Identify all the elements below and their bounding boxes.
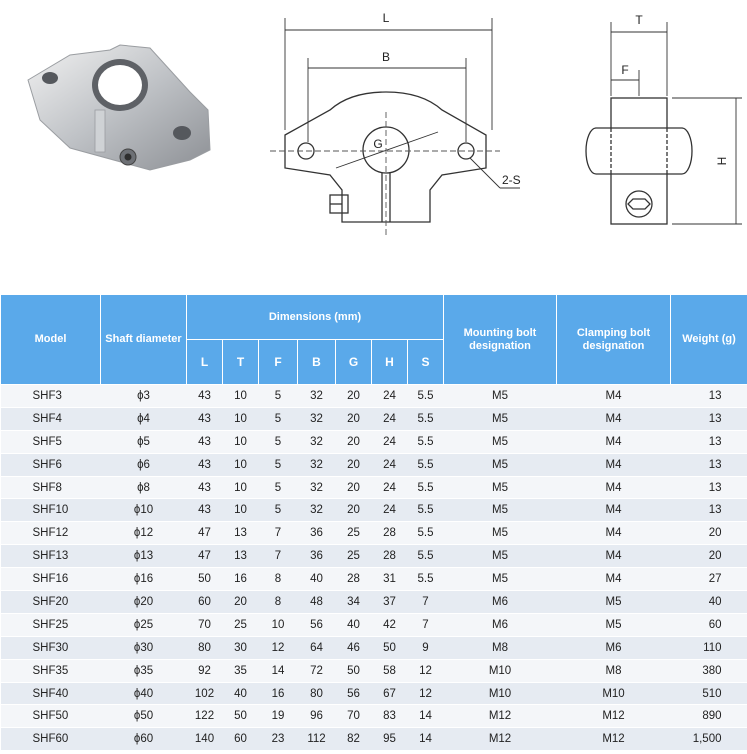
- weight-cell: 890: [671, 705, 747, 728]
- dim-S-cell: 5.5: [408, 453, 444, 476]
- mounting-bolt-cell: M10: [444, 659, 557, 682]
- table-body: [1, 385, 747, 751]
- mounting-bolt-cell: M5: [444, 522, 557, 545]
- weight-cell: 13: [671, 499, 747, 522]
- shaft-diameter-cell: ϕ30: [101, 636, 187, 659]
- dim-B-cell: 36: [298, 522, 336, 545]
- mounting-bolt-cell: M5: [444, 568, 557, 591]
- dim-B-cell: 64: [298, 636, 336, 659]
- mounting-bolt-cell: M6: [444, 591, 557, 614]
- dim-B-cell: 32: [298, 430, 336, 453]
- dim-F-cell: 5: [259, 499, 298, 522]
- table-row: [1, 659, 747, 682]
- dim-G-cell: 82: [336, 728, 372, 751]
- model-cell: SHF10: [1, 499, 101, 522]
- mounting-bolt-cell: M5: [444, 476, 557, 499]
- model-cell: SHF12: [1, 522, 101, 545]
- weight-cell: 110: [671, 636, 747, 659]
- clamping-bolt-cell: M4: [557, 545, 671, 568]
- dim-S-cell: 5.5: [408, 568, 444, 591]
- header-dim-H: H: [372, 340, 408, 385]
- mounting-bolt-cell: M5: [444, 453, 557, 476]
- dim-B-cell: 32: [298, 499, 336, 522]
- shaft-diameter-cell: ϕ60: [101, 728, 187, 751]
- mounting-bolt-cell: M6: [444, 613, 557, 636]
- header-dim-G: G: [336, 340, 372, 385]
- dim-B-cell: 40: [298, 568, 336, 591]
- dim-T-cell: 10: [223, 499, 259, 522]
- dim-F-cell: 14: [259, 659, 298, 682]
- shaft-diameter-cell: ϕ16: [101, 568, 187, 591]
- model-cell: SHF60: [1, 728, 101, 751]
- header-dim-S: S: [408, 340, 444, 385]
- dim-G-cell: 20: [336, 476, 372, 499]
- mounting-bolt-cell: M5: [444, 499, 557, 522]
- dim-T-cell: 35: [223, 659, 259, 682]
- model-cell: SHF35: [1, 659, 101, 682]
- dim-F-cell: 7: [259, 545, 298, 568]
- dim-label-B: B: [381, 50, 391, 64]
- dim-L-cell: 43: [187, 476, 223, 499]
- model-cell: SHF5: [1, 430, 101, 453]
- dim-F-cell: 12: [259, 636, 298, 659]
- dim-L-cell: 47: [187, 522, 223, 545]
- dim-S-cell: 5.5: [408, 499, 444, 522]
- clamping-bolt-cell: M4: [557, 430, 671, 453]
- shaft-diameter-cell: ϕ25: [101, 613, 187, 636]
- dim-B-cell: 32: [298, 385, 336, 408]
- dim-H-cell: 58: [372, 659, 408, 682]
- mounting-bolt-cell: M8: [444, 636, 557, 659]
- header-dim-F: F: [259, 340, 298, 385]
- dim-B-cell: 32: [298, 476, 336, 499]
- dim-G-cell: 56: [336, 682, 372, 705]
- table-row: [1, 636, 747, 659]
- shaft-diameter-cell: ϕ10: [101, 499, 187, 522]
- clamping-bolt-cell: M10: [557, 682, 671, 705]
- dim-T-cell: 16: [223, 568, 259, 591]
- shaft-diameter-cell: ϕ40: [101, 682, 187, 705]
- mounting-bolt-cell: M12: [444, 705, 557, 728]
- dim-L-cell: 80: [187, 636, 223, 659]
- clamping-bolt-cell: M4: [557, 385, 671, 408]
- model-cell: SHF4: [1, 407, 101, 430]
- dim-L-cell: 70: [187, 613, 223, 636]
- clamping-bolt-cell: M12: [557, 705, 671, 728]
- table-row: [1, 705, 747, 728]
- dim-label-H: H: [715, 156, 729, 166]
- dim-L-cell: 122: [187, 705, 223, 728]
- dim-G-cell: 20: [336, 407, 372, 430]
- clamping-bolt-cell: M4: [557, 499, 671, 522]
- dim-G-cell: 25: [336, 545, 372, 568]
- dim-L-cell: 60: [187, 591, 223, 614]
- clamping-bolt-cell: M4: [557, 453, 671, 476]
- clamping-bolt-cell: M4: [557, 522, 671, 545]
- dim-H-cell: 83: [372, 705, 408, 728]
- dim-B-cell: 56: [298, 613, 336, 636]
- dim-T-cell: 10: [223, 407, 259, 430]
- header-model: Model: [1, 295, 101, 385]
- dim-T-cell: 50: [223, 705, 259, 728]
- model-cell: SHF3: [1, 385, 101, 408]
- dim-label-G: G: [373, 137, 383, 151]
- dim-label-L: L: [382, 11, 390, 25]
- weight-cell: 13: [671, 407, 747, 430]
- weight-cell: 13: [671, 476, 747, 499]
- shaft-diameter-cell: ϕ4: [101, 407, 187, 430]
- clamping-bolt-cell: M4: [557, 407, 671, 430]
- header-dim-B: B: [298, 340, 336, 385]
- shaft-diameter-cell: ϕ50: [101, 705, 187, 728]
- clamping-bolt-cell: M12: [557, 728, 671, 751]
- header-weight: Weight (g): [671, 295, 747, 385]
- dim-S-cell: 5.5: [408, 522, 444, 545]
- dim-S-cell: 7: [408, 613, 444, 636]
- dim-S-cell: 14: [408, 728, 444, 751]
- weight-cell: 20: [671, 545, 747, 568]
- dim-T-cell: 10: [223, 385, 259, 408]
- model-cell: SHF16: [1, 568, 101, 591]
- dim-label-T: T: [635, 13, 643, 27]
- model-cell: SHF25: [1, 613, 101, 636]
- dim-G-cell: 40: [336, 613, 372, 636]
- dim-T-cell: 25: [223, 613, 259, 636]
- shaft-diameter-cell: ϕ13: [101, 545, 187, 568]
- table-row: [1, 728, 747, 751]
- weight-cell: 380: [671, 659, 747, 682]
- dim-T-cell: 30: [223, 636, 259, 659]
- dim-F-cell: 23: [259, 728, 298, 751]
- dim-T-cell: 13: [223, 522, 259, 545]
- mounting-bolt-cell: M10: [444, 682, 557, 705]
- shaft-diameter-cell: ϕ5: [101, 430, 187, 453]
- dim-G-cell: 20: [336, 499, 372, 522]
- table-row: [1, 522, 747, 545]
- dim-S-cell: 9: [408, 636, 444, 659]
- dim-L-cell: 43: [187, 499, 223, 522]
- mounting-bolt-cell: M5: [444, 407, 557, 430]
- dim-H-cell: 24: [372, 407, 408, 430]
- table-row: [1, 407, 747, 430]
- dim-L-cell: 92: [187, 659, 223, 682]
- dim-S-cell: 5.5: [408, 407, 444, 430]
- technical-drawings: [0, 0, 747, 292]
- header-clamping-bolt: Clamping bolt designation: [557, 295, 671, 385]
- dim-S-cell: 5.5: [408, 385, 444, 408]
- dim-B-cell: 32: [298, 453, 336, 476]
- table-row: [1, 453, 747, 476]
- weight-cell: 13: [671, 385, 747, 408]
- product-photo: [28, 45, 210, 170]
- dim-G-cell: 20: [336, 453, 372, 476]
- dim-S-cell: 12: [408, 682, 444, 705]
- weight-cell: 13: [671, 453, 747, 476]
- dim-S-cell: 12: [408, 659, 444, 682]
- dim-H-cell: 24: [372, 430, 408, 453]
- dim-label-F: F: [621, 63, 629, 77]
- dim-G-cell: 20: [336, 430, 372, 453]
- model-cell: SHF6: [1, 453, 101, 476]
- weight-cell: 13: [671, 430, 747, 453]
- weight-cell: 60: [671, 613, 747, 636]
- clamping-bolt-cell: M6: [557, 636, 671, 659]
- dim-S-cell: 5.5: [408, 430, 444, 453]
- clamping-bolt-cell: M5: [557, 591, 671, 614]
- dim-G-cell: 70: [336, 705, 372, 728]
- dim-F-cell: 5: [259, 453, 298, 476]
- dim-G-cell: 28: [336, 568, 372, 591]
- dim-L-cell: 43: [187, 453, 223, 476]
- dim-B-cell: 96: [298, 705, 336, 728]
- dim-H-cell: 24: [372, 476, 408, 499]
- shaft-diameter-cell: ϕ6: [101, 453, 187, 476]
- mounting-bolt-cell: M12: [444, 728, 557, 751]
- dim-H-cell: 67: [372, 682, 408, 705]
- dim-H-cell: 95: [372, 728, 408, 751]
- dim-F-cell: 5: [259, 430, 298, 453]
- dim-S-cell: 5.5: [408, 545, 444, 568]
- dim-L-cell: 50: [187, 568, 223, 591]
- dim-H-cell: 24: [372, 499, 408, 522]
- weight-cell: 510: [671, 682, 747, 705]
- side-view-drawing: [586, 98, 692, 224]
- dim-T-cell: 20: [223, 591, 259, 614]
- table-row: [1, 385, 747, 408]
- model-cell: SHF20: [1, 591, 101, 614]
- dim-G-cell: 20: [336, 385, 372, 408]
- header-dim-L: L: [187, 340, 223, 385]
- dim-L-cell: 140: [187, 728, 223, 751]
- weight-cell: 20: [671, 522, 747, 545]
- dim-H-cell: 42: [372, 613, 408, 636]
- dim-B-cell: 48: [298, 591, 336, 614]
- dim-H-cell: 28: [372, 522, 408, 545]
- header-dim-T: T: [223, 340, 259, 385]
- model-cell: SHF8: [1, 476, 101, 499]
- table-row: [1, 545, 747, 568]
- model-cell: SHF30: [1, 636, 101, 659]
- dim-G-cell: 46: [336, 636, 372, 659]
- shaft-diameter-cell: ϕ20: [101, 591, 187, 614]
- dim-H-cell: 24: [372, 453, 408, 476]
- dim-H-cell: 37: [372, 591, 408, 614]
- dim-S-cell: 5.5: [408, 476, 444, 499]
- dim-B-cell: 72: [298, 659, 336, 682]
- table-row: [1, 499, 747, 522]
- shaft-diameter-cell: ϕ8: [101, 476, 187, 499]
- mounting-bolt-cell: M5: [444, 385, 557, 408]
- dim-B-cell: 36: [298, 545, 336, 568]
- dim-F-cell: 5: [259, 476, 298, 499]
- dim-B-cell: 80: [298, 682, 336, 705]
- dim-F-cell: 7: [259, 522, 298, 545]
- table-row: [1, 568, 747, 591]
- shaft-diameter-cell: ϕ12: [101, 522, 187, 545]
- dim-T-cell: 10: [223, 453, 259, 476]
- dim-T-cell: 10: [223, 430, 259, 453]
- table-row: [1, 430, 747, 453]
- model-cell: SHF40: [1, 682, 101, 705]
- dim-S-cell: 7: [408, 591, 444, 614]
- clamping-bolt-cell: M5: [557, 613, 671, 636]
- dim-L-cell: 102: [187, 682, 223, 705]
- dim-H-cell: 24: [372, 385, 408, 408]
- shaft-diameter-cell: ϕ3: [101, 385, 187, 408]
- clamping-bolt-cell: M4: [557, 476, 671, 499]
- dim-F-cell: 5: [259, 407, 298, 430]
- dim-L-cell: 43: [187, 430, 223, 453]
- table-row: [1, 613, 747, 636]
- dim-H-cell: 28: [372, 545, 408, 568]
- dim-T-cell: 10: [223, 476, 259, 499]
- weight-cell: 1,500: [671, 728, 747, 751]
- dim-S-cell: 14: [408, 705, 444, 728]
- mounting-bolt-cell: M5: [444, 430, 557, 453]
- dim-T-cell: 13: [223, 545, 259, 568]
- dim-H-cell: 31: [372, 568, 408, 591]
- dim-H-cell: 50: [372, 636, 408, 659]
- hole-label-2S: 2-S: [502, 173, 521, 187]
- table-row: [1, 591, 747, 614]
- dim-G-cell: 25: [336, 522, 372, 545]
- mounting-bolt-cell: M5: [444, 545, 557, 568]
- dim-F-cell: 16: [259, 682, 298, 705]
- dim-G-cell: 34: [336, 591, 372, 614]
- header-shaft-diameter: Shaft diameter: [101, 295, 187, 385]
- dim-L-cell: 47: [187, 545, 223, 568]
- dim-L-cell: 43: [187, 407, 223, 430]
- dim-T-cell: 60: [223, 728, 259, 751]
- table-row: [1, 476, 747, 499]
- dim-F-cell: 8: [259, 591, 298, 614]
- dim-G-cell: 50: [336, 659, 372, 682]
- clamping-bolt-cell: M8: [557, 659, 671, 682]
- weight-cell: 40: [671, 591, 747, 614]
- dim-B-cell: 32: [298, 407, 336, 430]
- header-dimensions: Dimensions (mm): [187, 295, 444, 340]
- model-cell: SHF13: [1, 545, 101, 568]
- front-view-drawing: [285, 92, 486, 222]
- dim-F-cell: 10: [259, 613, 298, 636]
- table-row: [1, 682, 747, 705]
- dim-F-cell: 8: [259, 568, 298, 591]
- dim-B-cell: 112: [298, 728, 336, 751]
- model-cell: SHF50: [1, 705, 101, 728]
- header-mounting-bolt: Mounting bolt designation: [444, 295, 557, 385]
- dim-L-cell: 43: [187, 385, 223, 408]
- weight-cell: 27: [671, 568, 747, 591]
- clamping-bolt-cell: M4: [557, 568, 671, 591]
- dim-F-cell: 5: [259, 385, 298, 408]
- dim-F-cell: 19: [259, 705, 298, 728]
- shaft-diameter-cell: ϕ35: [101, 659, 187, 682]
- specification-table: [0, 294, 747, 751]
- dim-T-cell: 40: [223, 682, 259, 705]
